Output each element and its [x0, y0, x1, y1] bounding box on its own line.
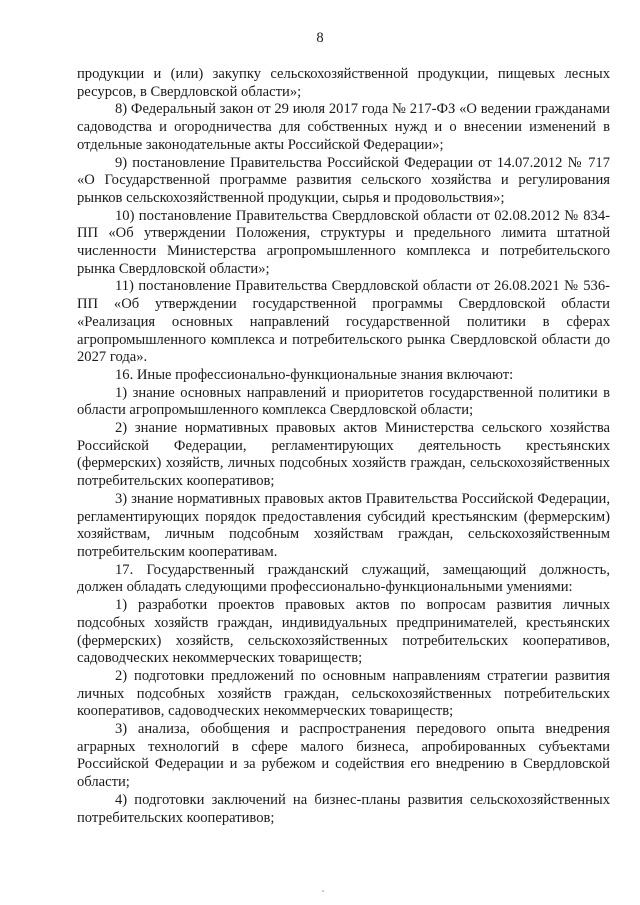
- paragraph-continuation: продукции и (или) закупку сельскохозяйственной продукции, пищевых лесных ресурсов, в Свердловской области»;: [77, 66, 610, 100]
- page-number: 8: [316, 30, 324, 46]
- section-16-heading: 16. Иные профессионально-функциональные знания включают:: [115, 366, 514, 383]
- section-17-item-4: 4) подготовки заключений на бизнес-планы развития сельскохозяйственных потребительских кооперативов;: [77, 791, 610, 826]
- document-body: [77, 66, 610, 827]
- section-16-item-3: 3) знание нормативных правовых актов Правительства Российской Федерации, регламентирующих порядок предоставления субсидий крестьянским (фермерским) хозяйствам, личным подсобным хозяйствам граждан, сельскохозяйственным потребительским кооперативам.: [77, 490, 610, 560]
- section-17-item-3: 3) анализа, обобщения и распространения передового опыта внедрения аграрных технологий в сфере малого бизнеса, апробированных субъектами Российской Федерации и за рубежом и содействия его внедрению в Свердловской области;: [77, 721, 610, 791]
- list-item-9: 9) постановление Правительства Российской Федерации от 14.07.2012 № 717 «О Государственной программе развития сельского хозяйства и регулирования рынков сельскохозяйственной продукции, сырья и продовольствия»;: [77, 154, 610, 206]
- list-item-11: 11) постановление Правительства Свердловской области от 26.08.2021 № 536-ПП «Об утверждении государственной программы Свердловской области «Реализация основных направлений государственной политики в сферах агропромышленного комплекса и потребительского рынка Свердловской области до 2027 года».: [77, 278, 610, 366]
- list-item-8: 8) Федеральный закон от 29 июля 2017 года № 217-ФЗ «О ведении гражданами садоводства и огородничества для собственных нужд и о внесении изменений в отдельные законодательные акты Российской Федерации»;: [77, 101, 610, 153]
- list-item-10: 10) постановление Правительства Свердловской области от 02.08.2012 № 834-ПП «Об утверждении Положения, структуры и предельного лимита штатной численности Министерства агропромышленного комплекса и потребительского рынка Свердловской области»;: [77, 207, 610, 277]
- section-16-item-1: 1) знание основных направлений и приоритетов государственной политики в области агропромышленного комплекса Свердловской области;: [77, 384, 610, 419]
- section-17-item-1: 1) разработки проектов правовых актов по вопросам развития личных подсобных хозяйств граждан, индивидуальных предпринимателей, крестьянских (фермерских) хозяйств, сельскохозяйственных потребительских кооперативов, садоводческих некоммерческих товариществ;: [77, 597, 610, 667]
- section-16-item-2: 2) знание нормативных правовых актов Министерства сельского хозяйства Российской Федерации, регламентирующих деятельность крестьянских (фермерских) хозяйств, личных подсобных хозяйств граждан, сельскохозяйственных потребительских кооперативов;: [77, 420, 610, 490]
- scan-speck: [322, 890, 324, 892]
- section-17-item-2: 2) подготовки предложений по основным направлениям стратегии развития личных подсобных хозяйств граждан, сельскохозяйственных потребительских кооперативов, садоводческих некоммерческих товариществ;: [77, 667, 610, 720]
- section-17-heading: 17. Государственный гражданский служащий, замещающий должность, должен обладать следующими профессионально-функциональными умениями:: [77, 561, 610, 596]
